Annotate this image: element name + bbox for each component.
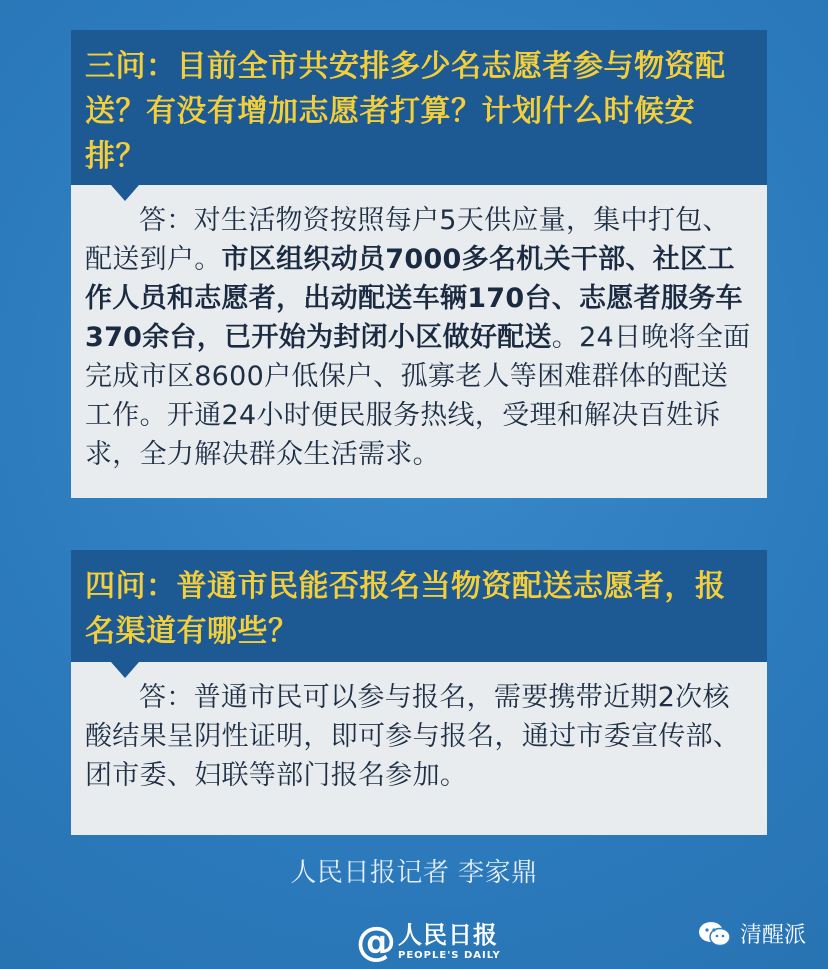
qa-card-question-3: [71, 30, 767, 498]
logo-at-symbol: @: [356, 919, 396, 965]
answer-3-prefix: 答：对生活物资按照每户5天供应量，集中打包、配送到户。: [85, 205, 730, 275]
qa-card-question-4: [71, 550, 767, 835]
answer-4-body: [71, 662, 767, 835]
wechat-icon: [698, 921, 732, 947]
answer-4-text: 答：普通市民可以参与报名，需要携带近期2次核酸结果呈阴性证明，即可参与报名，通过市委宣传部、团市委、妇联等部门报名参加。: [85, 682, 741, 791]
answer-3-suffix: 。24日晚将全面完成市区8600户低保户、孤寡老人等困难群体的配送工作。开通24小时便民服务热线，受理和解决百姓诉求，全力解决群众生活需求。: [85, 322, 751, 470]
answer-3-body: [71, 185, 767, 498]
answer-3-bold: 市区组织动员7000多名机关干部、社区工作人员和志愿者，出动配送车辆170台、志愿者服务车370余台，已开始为封闭小区做好配送: [85, 244, 743, 353]
pointer-triangle: [111, 662, 139, 678]
question-3-header: 三问：目前全市共安排多少名志愿者参与物资配送？有没有增加志愿者打算？计划什么时候安排？: [71, 30, 767, 185]
wechat-account-name: 清醒派: [739, 923, 806, 948]
reporter-byline: 人民日报记者 李家鼎: [290, 858, 538, 888]
logo-name-cn: 人民日报: [398, 921, 498, 949]
peoples-daily-logo: [356, 920, 516, 969]
pointer-triangle: [111, 185, 139, 201]
wechat-account-badge: [698, 918, 806, 949]
question-4-header: 四问：普通市民能否报名当物资配送志愿者，报名渠道有哪些？: [71, 550, 767, 662]
logo-name-en: PEOPLE'S DAILY: [398, 950, 501, 961]
